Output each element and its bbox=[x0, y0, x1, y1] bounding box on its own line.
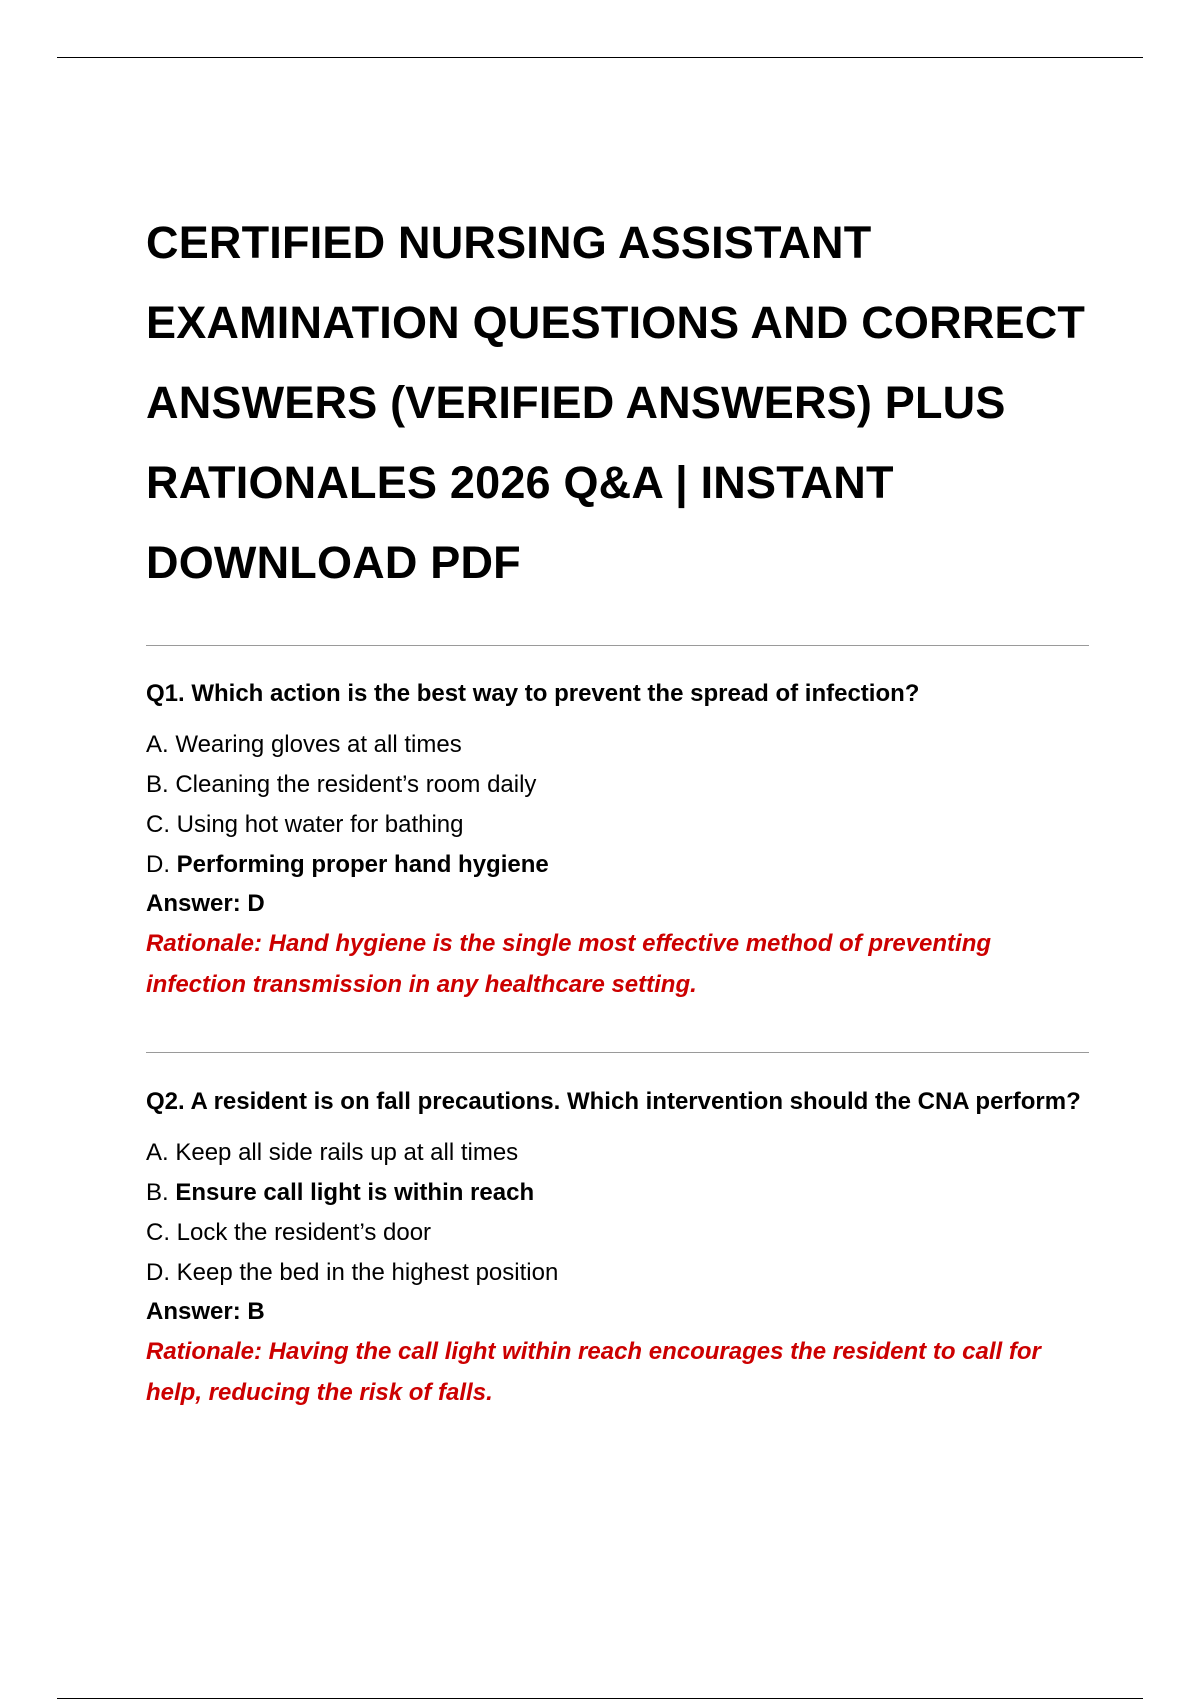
option-c bbox=[146, 805, 1086, 845]
option-letter: C. bbox=[146, 1219, 177, 1246]
option-text-correct: Performing proper hand hygiene bbox=[176, 851, 549, 878]
option-letter: B. bbox=[146, 1179, 176, 1206]
option-d bbox=[146, 1253, 1086, 1293]
question-2 bbox=[146, 1082, 1086, 1413]
question-text: Q1. Which action is the best way to prevent the spread of infection? bbox=[146, 680, 920, 707]
option-c bbox=[146, 1213, 1086, 1253]
document-title: CERTIFIED NURSING ASSISTANT EXAMINATION QUESTIONS AND CORRECT ANSWERS (VERIFIED ANSWERS) PLUS RATIONALES 2026 Q&A | INSTANT DOWNLOAD PDF bbox=[146, 217, 1086, 588]
option-text: Cleaning the resident’s room daily bbox=[175, 771, 537, 798]
question-text: Q2. A resident is on fall precautions. Which intervention should the CNA perform? bbox=[146, 1088, 1081, 1115]
option-text: Keep all side rails up at all times bbox=[175, 1139, 519, 1166]
option-text: Using hot water for bathing bbox=[176, 811, 464, 838]
option-a bbox=[146, 725, 1086, 765]
option-letter: D. bbox=[146, 1259, 177, 1286]
option-text: Wearing gloves at all times bbox=[175, 731, 462, 758]
option-text: Keep the bed in the highest position bbox=[176, 1259, 559, 1286]
page-bottom-rule bbox=[57, 1698, 1143, 1699]
answer-options bbox=[146, 725, 1086, 885]
option-letter: D. bbox=[146, 851, 177, 878]
option-d-correct bbox=[146, 845, 1086, 885]
answer-options bbox=[146, 1133, 1086, 1293]
option-text-correct: Ensure call light is within reach bbox=[175, 1179, 535, 1206]
option-letter: A. bbox=[146, 1139, 176, 1166]
answer-line: Answer: B bbox=[146, 1298, 265, 1325]
option-letter: C. bbox=[146, 811, 177, 838]
option-b-correct bbox=[146, 1173, 1086, 1213]
option-a bbox=[146, 1133, 1086, 1173]
option-letter: B. bbox=[146, 771, 176, 798]
option-letter: A. bbox=[146, 731, 176, 758]
question-1 bbox=[146, 674, 1086, 1005]
answer-line: Answer: D bbox=[146, 890, 265, 917]
option-text: Lock the resident’s door bbox=[176, 1219, 432, 1246]
section-divider bbox=[146, 1052, 1089, 1053]
rationale-text: Rationale: Hand hygiene is the single most effective method of preventing infection transmission in any healthcare setting. bbox=[146, 930, 992, 998]
page-top-rule bbox=[57, 57, 1143, 58]
section-divider bbox=[146, 645, 1089, 646]
option-b bbox=[146, 765, 1086, 805]
rationale-text: Rationale: Having the call light within reach encourages the resident to call for help, reducing the risk of falls. bbox=[146, 1338, 1041, 1406]
